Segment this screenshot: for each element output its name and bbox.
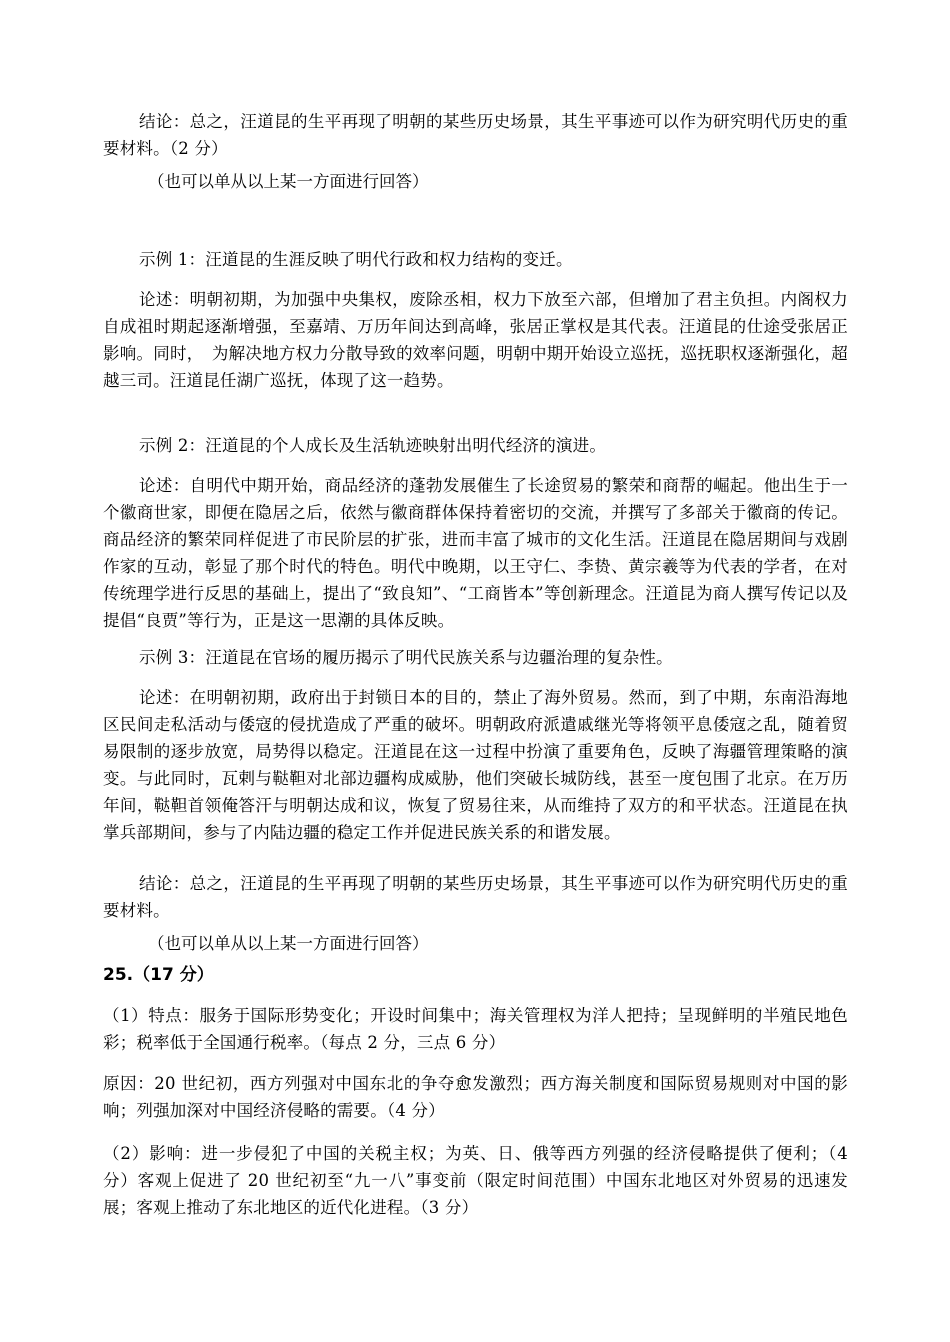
q25-part1-reasons: 原因：20 世纪初，西方列强对中国东北的争夺愈发激烈；西方海关制度和国际贸易规则对中国的影响；列强加深对中国经济侵略的需要。（4 分） [103, 1074, 848, 1120]
bottom-conclusion: 结论：总之，汪道昆的生平再现了明朝的某些历史场景，其生平事迹可以作为研究明代历史的重要材料。 [103, 874, 848, 920]
example-3-title: 示例 3：汪道昆在官场的履历揭示了明代民族关系与边疆治理的复杂性。 [139, 648, 673, 667]
top-conclusion: 结论：总之，汪道昆的生平再现了明朝的某些历史场景，其生平事迹可以作为研究明代历史的重要材料。（2 分） [103, 112, 848, 158]
q25-part2-impact: （2）影响：进一步侵犯了中国的关税主权；为英、日、俄等西方列强的经济侵略提供了便利；（4 分）客观上促进了 20 世纪初至“九一八”事变前（限定时间范围）中国东北地区对外贸易的迅速发展；客观上推动了东北地区的近代化进程。（3 分） [103, 1144, 848, 1217]
bottom-note: （也可以单从以上某一方面进行回答） [148, 934, 429, 953]
example-2-argument: 论述：自明代中期开始，商品经济的蓬勃发展催生了长途贸易的繁荣和商帮的崛起。他出生于一个徽商世家，即便在隐居之后，依然与徽商群体保持着密切的交流，并撰写了多部关于徽商的传记。商品经济的繁荣同样促进了市民阶层的扩张，进而丰富了城市的文化生活。汪道昆在隐居期间与戏剧作家的互动，彰显了那个时代的特色。明代中晚期，以王守仁、李贽、黄宗羲等为代表的学者，在对传统理学进行反思的基础上，提出了“致良知”、“工商皆本”等创新理念。汪道昆为商人撰写传记以及提倡“良贾”等行为，正是这一思潮的具体反映。 [103, 476, 848, 630]
example-3-argument: 论述：在明朝初期，政府出于封锁日本的目的，禁止了海外贸易。然而，到了中期，东南沿海地区民间走私活动与倭寇的侵扰造成了严重的破坏。明朝政府派遣戚继光等将领平息倭寇之乱，随着贸易限制的逐步放宽，局势得以稳定。汪道昆在这一过程中扮演了重要角色，反映了海疆管理策略的演变。与此同时，瓦剌与鞑靼对北部边疆构成威胁，他们突破长城防线，甚至一度包围了北京。在万历年间，鞑靼首领俺答汗与明朝达成和议，恢复了贸易往来，从而维持了双方的和平状态。汪道昆在执掌兵部期间，参与了内陆边疆的稳定工作并促进民族关系的和谐发展。 [103, 688, 848, 842]
top-note: （也可以单从以上某一方面进行回答） [148, 172, 429, 191]
example-1-title: 示例 1：汪道昆的生涯反映了明代行政和权力结构的变迁。 [139, 250, 573, 269]
example-1-argument: 论述：明朝初期，为加强中央集权，废除丞相，权力下放至六部，但增加了君主负担。内阁权力自成祖时期起逐渐增强，至嘉靖、万历年间达到高峰，张居正掌权是其代表。汪道昆的仕途受张居正影响。同时， 为解决地方权力分散导致的效率问题，明朝中期开始设立巡抚，巡抚职权逐渐强化，超越三司。汪道昆任湖广巡抚，体现了这一趋势。 [103, 290, 848, 390]
q25-part1-features: （1）特点：服务于国际形势变化；开设时间集中；海关管理权为洋人把持；呈现鲜明的半殖民地色彩；税率低于全国通行税率。（每点 2 分，三点 6 分） [103, 1006, 848, 1052]
question-25-heading: 25.（17 分） [103, 965, 214, 985]
example-2-title: 示例 2：汪道昆的个人成长及生活轨迹映射出明代经济的演进。 [139, 436, 607, 455]
